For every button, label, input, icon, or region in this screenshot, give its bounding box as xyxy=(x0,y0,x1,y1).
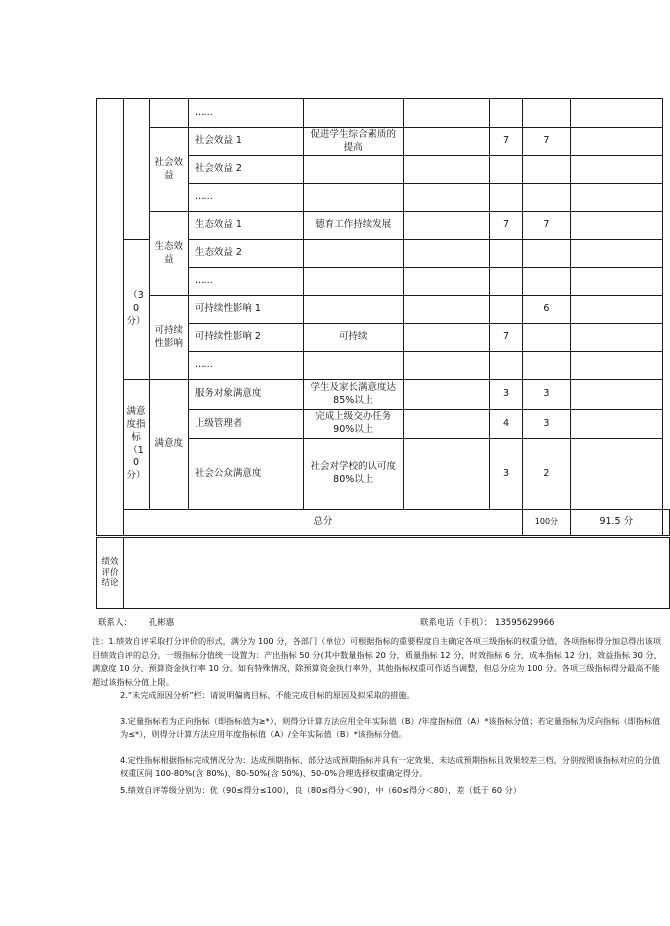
indicator-weight: 7 xyxy=(489,212,522,240)
indicator-name: 社会公众满意度 xyxy=(188,439,303,510)
table-row xyxy=(97,296,670,324)
indicator-name: …… xyxy=(188,99,303,128)
indicator-score: 6 xyxy=(523,296,570,324)
conclusion-content xyxy=(123,538,669,609)
indicator-name: …… xyxy=(188,352,303,380)
notes-section xyxy=(92,635,666,797)
indicator-score: 7 xyxy=(523,212,570,240)
total-weight: 100分 xyxy=(523,510,570,536)
indicator-name: 社会效益 1 xyxy=(188,128,303,156)
indicator-target: 完成上级交办任务 90%以上 xyxy=(303,410,403,439)
indicator-name: 可持续性影响 2 xyxy=(188,324,303,352)
indicator-target: 德育工作持续发展 xyxy=(303,212,403,240)
indicator-name: …… xyxy=(188,184,303,212)
indicator-score: 3 xyxy=(523,380,570,410)
indicator-score: 3 xyxy=(523,410,570,439)
contact-person-name: 孔彬惠 xyxy=(148,618,175,628)
blank-cell xyxy=(123,99,149,240)
indicator-weight: 7 xyxy=(489,324,522,352)
indicator-target: 学生及家长满意度达 85%以上 xyxy=(303,380,403,410)
indicator-score: 2 xyxy=(523,439,570,510)
indicator-name: 生态效益 2 xyxy=(188,240,303,268)
table-row xyxy=(97,128,670,156)
indicator-name: 生态效益 1 xyxy=(188,212,303,240)
total-label: 总分 xyxy=(123,510,523,536)
left-blank-cell xyxy=(97,99,124,536)
satisfaction-indicator-label: 满意度指标（10分） xyxy=(123,380,149,510)
indicator-weight: 3 xyxy=(489,439,522,510)
blank-cell xyxy=(149,99,188,128)
category-eco-benefit: 生态效益 xyxy=(149,212,188,296)
contact-phone-label: 联系电话（手机）： xyxy=(420,618,493,628)
table-row xyxy=(97,380,670,410)
note-2: 2.“未完成原因分析”栏：请说明偏离目标、不能完成目标的原因及拟采取的措施。 xyxy=(120,690,415,700)
contact-person-label: 联系人： xyxy=(98,618,133,628)
note-5: 5.绩效自评等级分别为：优（90≤得分≤100），良（80≤得分＜90），中（60≤得分＜80），差（低于 60 分） xyxy=(120,784,522,795)
table-row xyxy=(97,99,670,128)
contact-phone xyxy=(420,616,554,628)
table-row xyxy=(97,212,670,240)
indicator-name: 可持续性影响 1 xyxy=(188,296,303,324)
category-social-benefit: 社会效益 xyxy=(149,128,188,212)
indicator-name: 社会效益 2 xyxy=(188,156,303,184)
conclusion-label: 绩效评价结论 xyxy=(97,538,124,609)
conclusion-row xyxy=(97,538,670,609)
indicator-score: 7 xyxy=(523,128,570,156)
indicator-name: …… xyxy=(188,268,303,296)
indicator-target: 社会对学校的认可度 80%以上 xyxy=(303,439,403,510)
performance-evaluation-table xyxy=(96,98,670,536)
indicator-target: 可持续 xyxy=(303,324,403,352)
indicator-weight: 3 xyxy=(489,380,522,410)
note-4: 4.定性指标根据指标完成情况分为：达成预期指标、部分达成预期指标并具有一定效果、未达成预期指标且效果较差三档，分别按照该指标对应的分值权重区间 100-80%(含 80%)、80-50%(含 50%)、50-0%合理选择权重确定得分。 xyxy=(120,754,661,778)
category-sustainability: 可持续性影响 xyxy=(149,296,188,380)
note-1: 注：1.绩效自评采取打分评价的形式，满分为 100 分，各部门（单位）可根据指标的重要程度自主确定各项三级指标的权重分值，各项指标得分加总得出该项目绩效自评的总分。一级指标分值统一设置为：产出指标 50 分(其中数量指标 20 分，质量指标 12 分，时效指标 6 分，成本指标 12 分)，效益指标 30 分、满意度 10 分、预算资金执行率 10 分。如有特殊情况，除预算资金执行率外，其他指标权重可作适当调整，但总分应为 100 分。各项三级指标得分最高不能超过该指标分值上限。 xyxy=(92,636,662,687)
contact-person xyxy=(98,616,174,628)
total-score: 91.5 分 xyxy=(570,510,662,536)
indicator-name: 服务对象满意度 xyxy=(188,380,303,410)
conclusion-table xyxy=(96,537,670,609)
note-3: 3.定量指标若为正向指标（即指标值为≥*），则得分计算方法应用全年实际值（B）/年度指标值（A）*该指标分值；若定量指标为反向指标（即指标值为≤*），则得分计算方法应用年度指标值（A）/全年实际值（B）*该指标分值。 xyxy=(120,715,661,739)
category-satisfaction: 满意度 xyxy=(149,380,188,510)
indicator-name: 上级管理者 xyxy=(188,410,303,439)
contact-phone-number: 13595629966 xyxy=(494,618,555,628)
indicator-weight: 7 xyxy=(489,128,522,156)
total-row xyxy=(97,510,670,536)
indicator-target: 促进学生综合素质的提高 xyxy=(303,128,403,156)
indicator-weight: 4 xyxy=(489,410,522,439)
benefit-score-label: （30分） xyxy=(123,240,149,380)
